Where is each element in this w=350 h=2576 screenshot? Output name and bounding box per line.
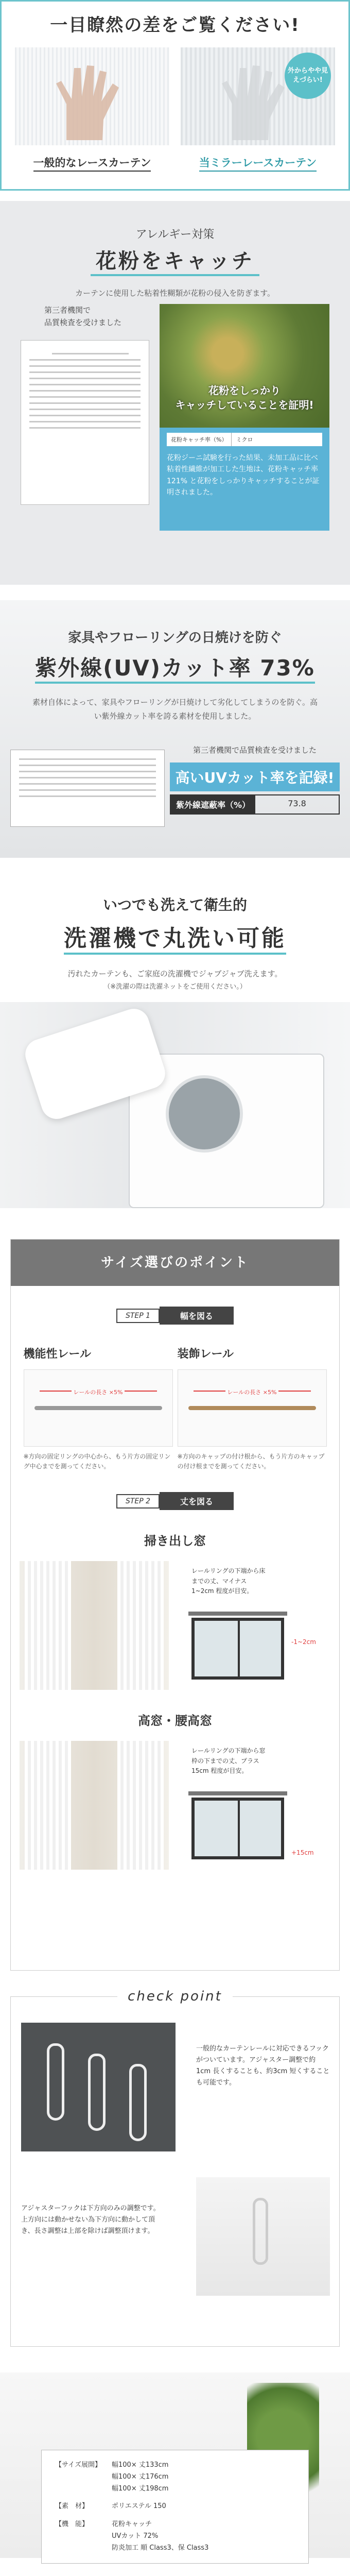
high-window-note: レールリングの下端から窓枠の下までの丈、プラス15cm 程度が目安。 [191,1747,266,1774]
wash-title [0,920,350,953]
step-2 [11,1492,339,1510]
uv-lead: 素材自体によって、家具やフローリングが日焼けして劣化してしまうのを防ぐ。高い紫外線カット率を誇る素材を使用しました。 [32,698,318,721]
pollen-table-key: 花粉キャッチ率（%） [167,433,232,446]
washer-drum [166,1075,243,1153]
check-point-text-2: アジャスターフックは下方向のみの調整です。上方向には動かせない為下方向に動かして頂き、長さ調整は上部を除けば調整頂けます。 [21,2205,160,2235]
decorative-rail [178,1345,327,1471]
check-point-section [10,1989,340,2347]
floor-window-photo [20,1561,169,1690]
spec-row-material [55,2501,295,2513]
rail-types [11,1345,339,1471]
hook-icon [129,2064,147,2141]
decorative-rail-dimension-label: レールの長さ ×5% [225,1389,279,1396]
decorative-rail-diagram [178,1369,327,1447]
caption-left [15,155,169,170]
decorative-rail-note: ※方向のキャップの付け根から、もう片方のキャップの付け根までを測ってください。 [177,1453,325,1470]
functional-rail-dimension [40,1391,157,1401]
high-window-title: 高窓・腰高窓 [138,1714,212,1728]
spec-value: 幅100× 丈133cm 幅100× 丈176cm 幅100× 丈198cm [112,2461,169,2493]
floor-window-row [11,1561,339,1690]
allergy-title [0,245,350,274]
pollen-result-box [160,428,329,531]
comparison-captions [2,155,348,170]
size-guide-section [10,1239,340,1971]
high-window-dimension: +15cm [291,1849,314,1857]
floor-window-title: 掃き出し窓 [144,1534,206,1549]
wash-note: （※洗濯の際は洗濯ネットをご使用ください。） [103,983,247,991]
caption-right-text: 当ミラーレースカーテン [199,157,317,172]
decorative-rail-dimension [194,1391,311,1401]
hook-icon [47,2043,64,2121]
decorative-rail-title: 装飾レール [177,1348,234,1361]
step-1-number: STEP 1 [116,1309,160,1323]
functional-rail [24,1345,173,1471]
uv-note: 第三者機関で品質検査を受けました [192,745,317,755]
floor-window-note: レールリングの下端から床までの丈、マイナス1~2cm 程度が目安。 [191,1567,266,1595]
functional-rail-dimension-label: レールの長さ ×5% [72,1389,125,1396]
hook-icon [88,2054,106,2131]
hook-icon [253,2198,268,2265]
mirror-curtain-image [181,47,335,145]
caption-right [181,155,335,170]
spec-value: 花粉キャッチ UVカット 72% 防炎加工 順 Class3、保 Class3 [112,2520,209,2552]
hand-icon [46,63,133,140]
uv-rate-value: 73.8 [288,799,306,808]
comparison-title: 一目瞭然の差をご覧ください! [50,15,300,36]
uv-section [0,600,350,858]
uv-rate-table [170,794,340,815]
pollen-table-value: ミクロ [236,436,253,443]
high-window-photo [20,1741,169,1870]
check-point-title-text: check point [117,1989,233,2004]
check-point-text-1: 一般的なカーテンレールに対応できるフックがついています。アジャスター調整で約1cm 長くすることも、約3cm 短くすることも可能です。 [196,2045,330,2087]
step-1-title: 幅を図る [160,1307,234,1325]
wash-title-text: 洗濯機で丸洗い可能 [64,925,286,955]
specs-table [41,2450,309,2564]
uv-title [0,651,350,682]
wash-lead [0,967,350,993]
rail-bar [188,1406,316,1410]
spec-key: 【機 能】 [55,2520,89,2528]
floor-window-dimension: -1~2cm [291,1638,316,1646]
uv-result [170,744,340,815]
hook-photo [21,2023,176,2151]
pollen-photo-caption: 花粉をしっかり キャッチしていることを証明! [175,384,314,411]
wash-section [0,868,350,1218]
floor-window-diagram [181,1561,330,1690]
spec-row-function [55,2519,295,2554]
high-window [11,1710,339,1870]
functional-rail-note: ※方向の固定リングの中心から、もう片方の固定リング中心までを測ってください。 [23,1453,171,1470]
floor-window [11,1531,339,1690]
spec-key: 【素 材】 [55,2502,89,2511]
specs-section [0,2372,350,2558]
functional-rail-title: 機能性レール [23,1348,92,1361]
uv-report-document [10,750,165,827]
washing-machine-photo [0,1002,350,1208]
wash-subtitle: いつでも洗えて衛生的 [102,896,247,913]
high-window-row [11,1741,339,1870]
visibility-bubble: 外からやや見えづらい! [285,53,331,99]
rail-bar [34,1406,162,1410]
wash-lead-text: 汚れたカーテンも、ご家庭の洗濯機でジャブジャブ洗えます。 [67,969,283,978]
step-1 [11,1307,339,1325]
regular-curtain-image [15,47,169,145]
uv-subtitle: 家具やフローリングの日焼けを防ぐ [68,630,282,646]
caption-left-text: 一般的なレースカーテン [33,157,151,172]
allergy-title-text: 花粉をキャッチ [91,249,259,276]
test-report-document [21,340,149,505]
comparison-images [2,47,348,145]
step-2-title: 丈を図る [160,1492,234,1510]
spec-value: ポリエステル 150 [112,2502,166,2511]
size-guide-header: サイズ選びのポイント [11,1240,339,1286]
pollen-table [167,433,322,446]
functional-rail-diagram [24,1369,173,1447]
uv-rate-key: 紫外線遮蔽率（%） [171,795,255,814]
allergy-lead: カーテンに使用した粘着性糊類が花粉の侵入を防ぎます。 [75,289,275,298]
allergy-panel [21,304,329,562]
allergy-section [0,201,350,585]
allergy-subtitle: アレルギー対策 [135,228,215,241]
uv-badge: 高いUVカット率を記録! [170,762,340,791]
pollen-result-text: 花粉ジーニ試験を行った結果、未加工品に比べ粘着性繊維が加工した生地は、花粉キャッチ率 121% と花粉をしっかりキャッチすることが証明されました。 [167,454,320,497]
uv-title-text: 紫外線(UV)カット率 73% [35,655,315,684]
spec-row-size [55,2460,295,2495]
spec-key: 【サイズ展開】 [55,2461,101,2469]
high-window-diagram [181,1741,330,1870]
pollen-photo [160,304,329,428]
check-point-title [11,1989,339,2004]
comparison-section [0,0,350,191]
allergy-doc-label: 第三者機関で 品質検査を受けました [44,306,122,327]
step-2-number: STEP 2 [116,1494,160,1509]
adjust-hook-photo [196,2177,330,2296]
